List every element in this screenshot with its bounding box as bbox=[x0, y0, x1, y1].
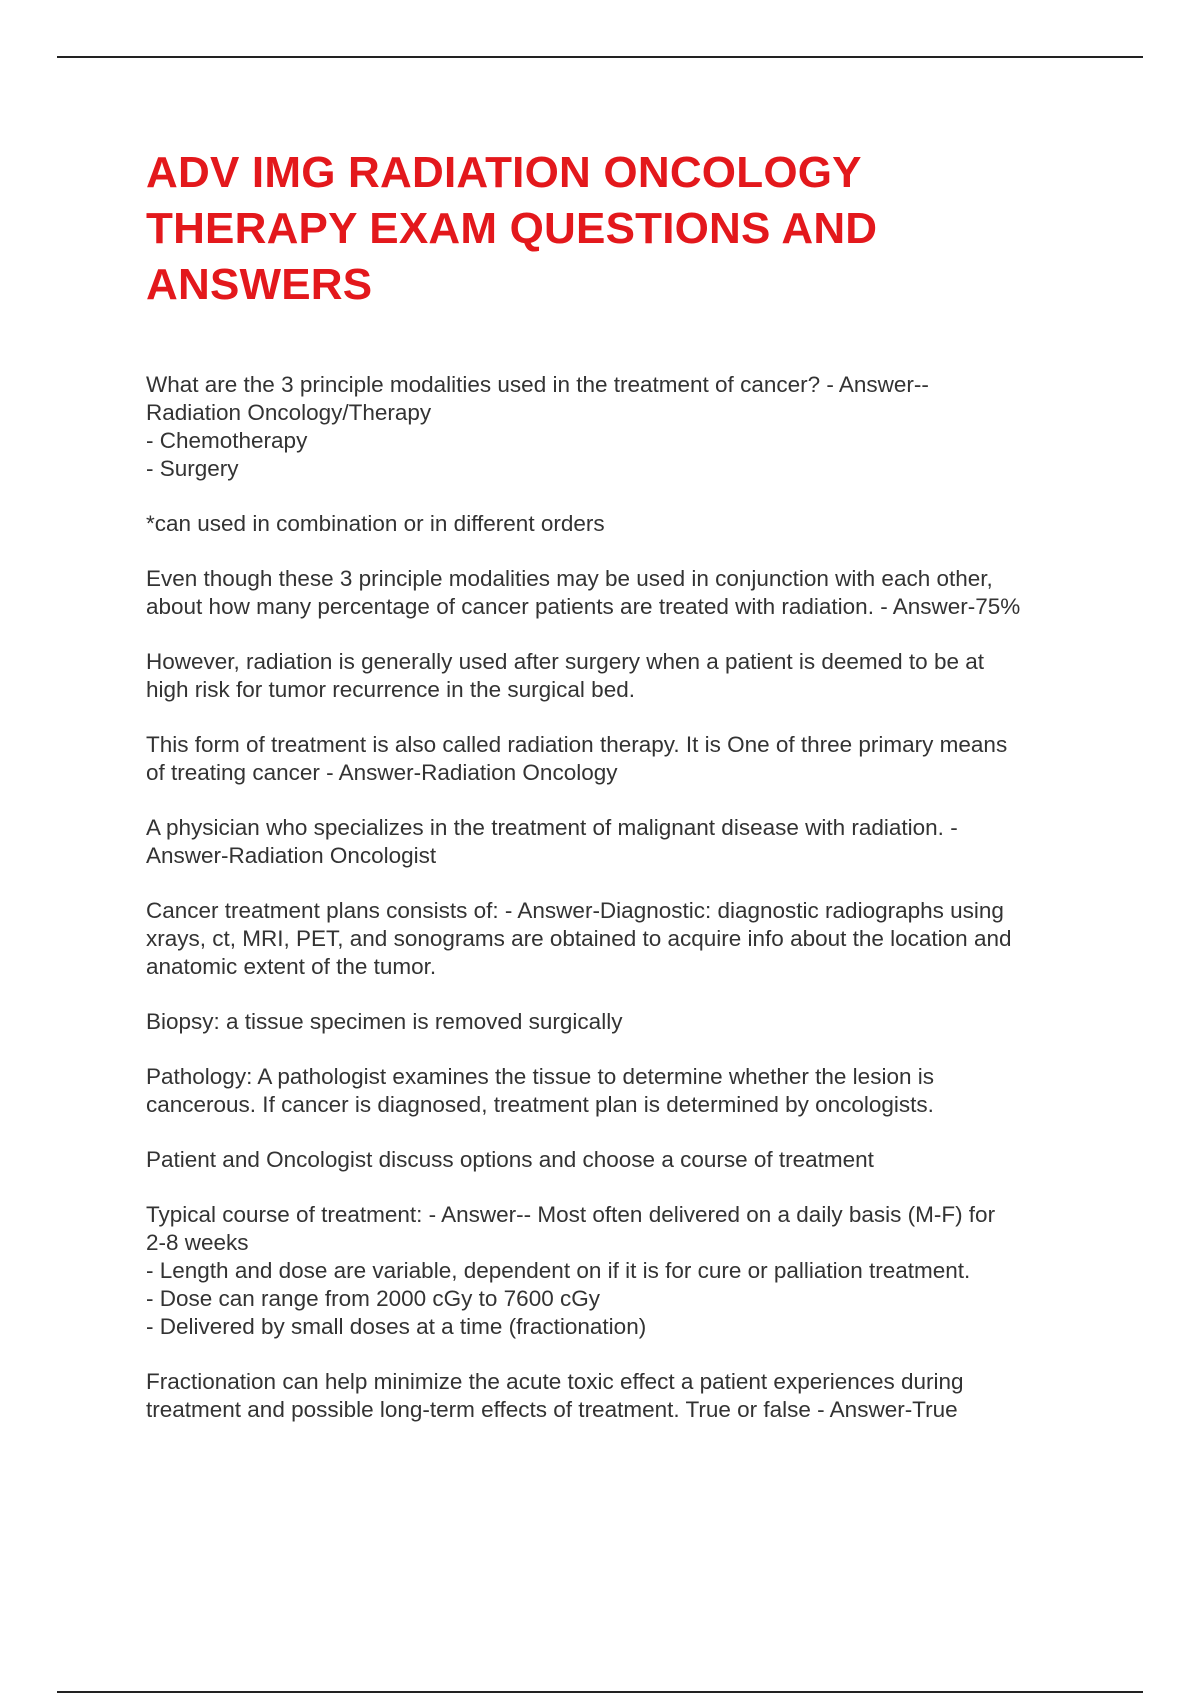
text-line: Pathology: A pathologist examines the tissue to determine whether the lesion is bbox=[146, 1064, 934, 1089]
text-line: xrays, ct, MRI, PET, and sonograms are obtained to acquire info about the location and bbox=[146, 926, 1012, 951]
text-line: What are the 3 principle modalities used in the treatment of cancer? - Answer-- bbox=[146, 372, 929, 397]
text-line: A physician who specializes in the treatment of malignant disease with radiation. - bbox=[146, 815, 958, 840]
text-line: cancerous. If cancer is diagnosed, treatment plan is determined by oncologists. bbox=[146, 1092, 934, 1117]
text-line: Radiation Oncology/Therapy bbox=[146, 400, 432, 425]
text-line: - Surgery bbox=[146, 456, 239, 481]
text-line: Biopsy: a tissue specimen is removed surgically bbox=[146, 1009, 623, 1034]
qa-typical-course bbox=[146, 1201, 1106, 1341]
qa-modalities bbox=[146, 371, 1106, 483]
text-line: Cancer treatment plans consists of: - Answer-Diagnostic: diagnostic radiographs using bbox=[146, 898, 1004, 923]
note-pathology bbox=[146, 1063, 1106, 1119]
top-divider bbox=[57, 56, 1143, 58]
qa-radiation-oncologist bbox=[146, 814, 1106, 870]
text-line: *can used in combination or in different orders bbox=[146, 511, 605, 536]
title-line: THERAPY EXAM QUESTIONS AND bbox=[146, 204, 878, 253]
qa-fractionation bbox=[146, 1368, 1106, 1424]
text-line: of treating cancer - Answer-Radiation Oncology bbox=[146, 760, 618, 785]
note-combination bbox=[146, 510, 1106, 538]
text-line: This form of treatment is also called radiation therapy. It is One of three primary means bbox=[146, 732, 1008, 757]
bottom-divider bbox=[57, 1691, 1143, 1693]
qa-radiation-oncology bbox=[146, 731, 1106, 787]
note-after-surgery bbox=[146, 648, 1106, 704]
qa-treatment-plans bbox=[146, 897, 1106, 981]
text-line: anatomic extent of the tumor. bbox=[146, 954, 437, 979]
title-line: ADV IMG RADIATION ONCOLOGY bbox=[146, 148, 862, 197]
document-title bbox=[146, 145, 1106, 313]
qa-percentage bbox=[146, 565, 1106, 621]
text-line: Fractionation can help minimize the acute toxic effect a patient experiences during bbox=[146, 1369, 964, 1394]
text-line: Answer-Radiation Oncologist bbox=[146, 843, 437, 868]
text-line: However, radiation is generally used after surgery when a patient is deemed to be at bbox=[146, 649, 984, 674]
text-line: - Chemotherapy bbox=[146, 428, 308, 453]
note-discuss-options bbox=[146, 1146, 1106, 1174]
title-line: ANSWERS bbox=[146, 260, 373, 309]
text-line: high risk for tumor recurrence in the surgical bed. bbox=[146, 677, 635, 702]
text-line: Even though these 3 principle modalities may be used in conjunction with each other, bbox=[146, 566, 993, 591]
text-line: - Dose can range from 2000 cGy to 7600 cGy bbox=[146, 1286, 600, 1311]
document-content bbox=[146, 145, 1106, 1451]
text-line: - Length and dose are variable, dependent on if it is for cure or palliation treatment. bbox=[146, 1258, 971, 1283]
text-line: Typical course of treatment: - Answer-- Most often delivered on a daily basis (M-F) for bbox=[146, 1202, 996, 1227]
text-line: about how many percentage of cancer patients are treated with radiation. - Answer-75% bbox=[146, 594, 1021, 619]
note-biopsy bbox=[146, 1008, 1106, 1036]
text-line: treatment and possible long-term effects of treatment. True or false - Answer-True bbox=[146, 1397, 958, 1422]
text-line: - Delivered by small doses at a time (fractionation) bbox=[146, 1314, 647, 1339]
text-line: Patient and Oncologist discuss options and choose a course of treatment bbox=[146, 1147, 874, 1172]
text-line: 2-8 weeks bbox=[146, 1230, 249, 1255]
